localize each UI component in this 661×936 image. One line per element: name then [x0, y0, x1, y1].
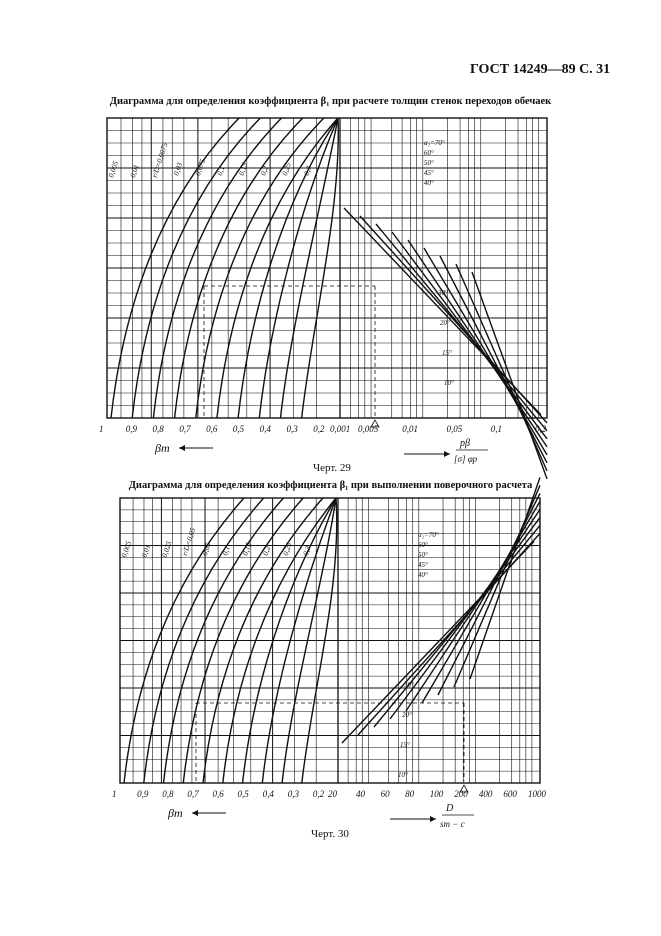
chart2-curve-label: 0,025	[159, 539, 174, 559]
chart2-angle-line	[358, 533, 540, 735]
chart2-angle-line	[438, 493, 540, 695]
chart2-left-tick: 20	[328, 789, 337, 799]
chart2-left-tick: 0,2	[312, 789, 325, 799]
chart1-left-tick: 1	[99, 424, 104, 434]
chart2-right-tick: 60	[380, 789, 390, 799]
chart1-left-tick: 0,2	[313, 424, 325, 434]
chart1-left-tick: 0,001	[330, 424, 351, 434]
chart2-title: Диаграмма для определения коэффициента β₁ при выполнении поверочного расчета	[128, 480, 533, 491]
chart2-angle-label: 50°	[418, 551, 428, 559]
chart1-angle-label: 30°	[438, 289, 448, 297]
chart2-angle-label: α₁=70°	[418, 531, 439, 539]
chart1-angle-line	[360, 216, 547, 423]
chart1-right-label-top: pβ	[460, 438, 470, 449]
chart2-right-tick: 1000	[528, 789, 546, 799]
chart2-angle-line	[470, 477, 540, 679]
chart2-right-label-top: D	[446, 803, 454, 814]
chart1-curve-label: 0,15	[236, 161, 250, 177]
chart1-left-tick: 0,5	[232, 424, 245, 434]
chart1-left-arrowhead	[179, 445, 185, 451]
chart1-left-tick: 0,3	[286, 424, 298, 434]
chart2-right-tick: 200	[454, 789, 468, 799]
chart2-left-arrowhead	[192, 810, 198, 816]
chart1-right-tick: 0,2	[535, 424, 547, 434]
chart1-angle-label: 45°	[424, 169, 434, 177]
chart2-left-tick: 0,9	[137, 789, 149, 799]
chart1-curve-label: 0,005	[106, 159, 121, 179]
chart1-angle-line	[392, 232, 547, 439]
chart1-curve-label: 0,03	[171, 161, 185, 177]
chart1-angle-label: 50°	[424, 159, 434, 167]
chart2-angle-label: 60°	[418, 541, 428, 549]
chart1-right-tick: 0,1	[490, 424, 502, 434]
chart2-angle-line	[422, 501, 540, 703]
chart2-curve-label: 0,15	[240, 541, 254, 557]
chart1-curve-label: 0,2	[258, 164, 270, 177]
chart1-right-tick: 0,005	[358, 424, 379, 434]
chart2-left-tick: 0,6	[212, 789, 224, 799]
chart2-right-tick: 100	[429, 789, 444, 799]
chart2-angle-label: 30°	[404, 681, 414, 689]
chart2-left-tick: 0,7	[187, 789, 199, 799]
chart2-caption: Черт. 30	[311, 828, 349, 840]
chart2-curve-label: 0,005	[119, 539, 134, 559]
chart2-left-label: βт	[168, 806, 183, 820]
chart2-right-label-bottom: sт − c	[440, 819, 465, 829]
chart2-angle-label: 10°	[398, 771, 408, 779]
chart1-angle-label: 15°	[442, 349, 452, 357]
chart1-right-arrowhead	[444, 451, 450, 457]
chart1-angle-label: 10°	[444, 379, 454, 387]
chart1-angle-line	[376, 224, 547, 431]
chart1-right-tick: 0,05	[446, 424, 463, 434]
chart1-angle-label: α₁=70°	[424, 139, 445, 147]
chart1-angle-label: 40°	[424, 179, 434, 187]
chart2-right-tick: 40	[356, 789, 365, 799]
chart2-curve-label: 0,25	[280, 541, 294, 557]
chart2-left-tick: 0,5	[237, 789, 249, 799]
chart2-left-tick: 0,4	[262, 789, 274, 799]
chart2-angle-label: 15°	[400, 741, 410, 749]
chart1-angle-label: 20°	[440, 319, 450, 327]
chart2-curve-label: 0,01	[139, 543, 153, 559]
chart1-left-label: βт	[155, 441, 170, 455]
chart1-angle-label: 60°	[424, 149, 434, 157]
chart2-angle-label: 40°	[418, 571, 428, 579]
chart1-curve-label: 0,3	[301, 164, 314, 177]
chart2-curve-label: 0,2	[260, 544, 273, 557]
chart1-left-tick: 0,7	[179, 424, 191, 434]
chart2-curve-label: 0,3	[301, 544, 313, 557]
chart2-curve-label: 0,1	[220, 544, 232, 557]
chart1-curve-label: 0,1	[214, 164, 227, 177]
chart2-curve-label: r/D=0,05	[179, 526, 198, 557]
chart1-curve-label: 0,25	[280, 161, 293, 177]
page-header: ГОСТ 14249—89 С. 31	[470, 62, 611, 77]
chart1-angle-line	[472, 272, 547, 479]
chart1-left-tick: 0,4	[259, 424, 271, 434]
chart1-left-tick: 0,9	[125, 424, 138, 434]
chart2-angle-label: 45°	[418, 561, 428, 569]
chart2-left-tick: 0,3	[287, 789, 300, 799]
chart2-right-tick: 80	[405, 789, 415, 799]
chart2-right-tick: 600	[503, 789, 517, 799]
chart1-title: Диаграмма для определения коэффициента β₁ при расчете толщин стенок переходов обечаек	[109, 96, 552, 107]
chart1-left-tick: 0,8	[152, 424, 164, 434]
chart2-left-tick: 1	[112, 789, 117, 799]
chart2-angle-label: 20°	[402, 711, 412, 719]
chart1-right-tick: 0,01	[402, 424, 418, 434]
chart2-curve-label: 0,05	[200, 541, 213, 557]
chart1-curve-label: 0,01	[128, 163, 141, 179]
chart1-left-tick: 0,6	[206, 424, 218, 434]
chart1-curve-label: r/D=0,0075	[149, 141, 170, 179]
chart1-curve-label: 0,075	[193, 157, 208, 177]
chart2-right-arrowhead	[430, 816, 436, 822]
chart1-caption: Черт. 29	[313, 462, 351, 474]
chart1-right-label-bottom: [σ] φр	[454, 454, 478, 464]
chart2-right-tick: 400	[478, 789, 493, 799]
chart2-left-tick: 0,8	[162, 789, 174, 799]
